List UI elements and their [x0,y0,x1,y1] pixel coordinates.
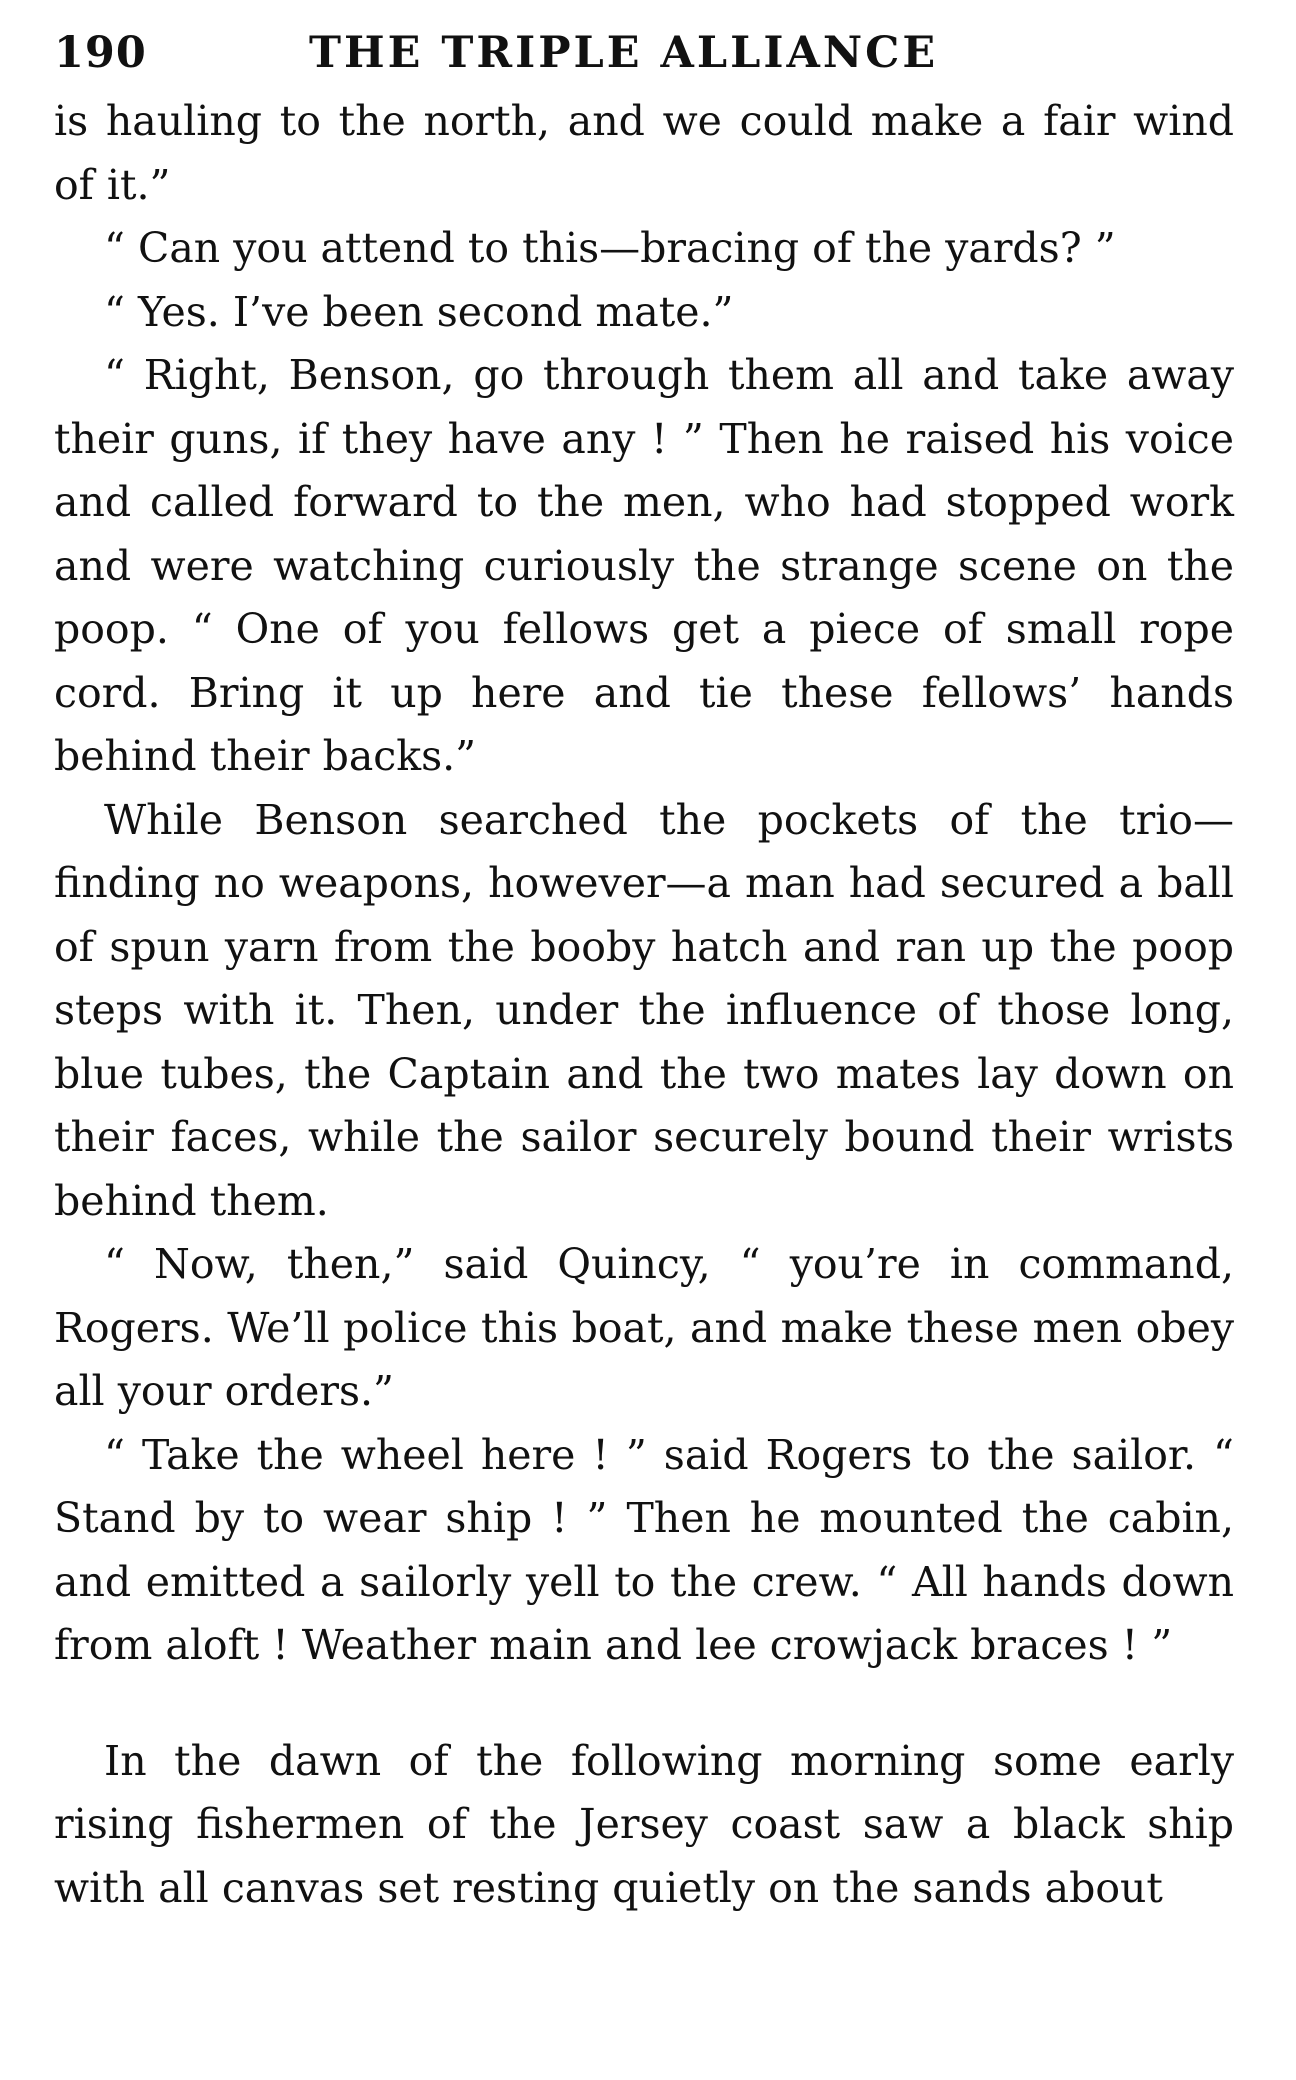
paragraph: “ Right, Benson, go through them all and take away their guns, if they have any ! ” Then he raised his voice and called forward to the men, who had stopped work and were watching curiously the strange scene on the poop. “ One of you fellows get a piece of small rope cord. Bring it up here and tie these fellows’ hands behind their backs.” [54,351,1234,780]
section-break [54,1678,1234,1730]
running-head: THE TRIPLE ALLIANCE [309,28,939,78]
book-page [54,28,1234,1920]
paragraph: In the dawn of the following morning some early rising fishermen of the Jersey coast saw a black ship with all canvas set resting quietly on the sands about [54,1736,1234,1912]
page-header [54,28,1234,90]
paragraph: “ Yes. I’ve been second mate.” [104,287,734,336]
paragraph: is hauling to the north, and we could make a fair wind of it.” [54,97,1234,209]
body-text [54,90,1234,1920]
paragraph: “ Take the wheel here ! ” said Rogers to the sailor. “ Stand by to wear ship ! ” Then he mounted the cabin, and emitted a sailorly yell to the crew. “ All hands down from aloft ! Weather main and lee crowjack braces ! ” [54,1430,1234,1669]
paragraph: “ Now, then,” said Quincy, “ you’re in command, Rogers. We’ll police this boat, and make these men obey all your orders.” [54,1240,1234,1415]
page-number: 190 [54,28,147,78]
paragraph: While Benson searched the pockets of the trio—finding no weapons, however—a man had secured a ball of spun yarn from the booby hatch and ran up the poop steps with it. Then, under the influence of those long, blue tubes, the Captain and the two mates lay down on their faces, while the sailor securely bound their wrists behind them. [54,795,1234,1225]
paragraph: “ Can you attend to this—bracing of the yards? ” [104,224,1116,272]
